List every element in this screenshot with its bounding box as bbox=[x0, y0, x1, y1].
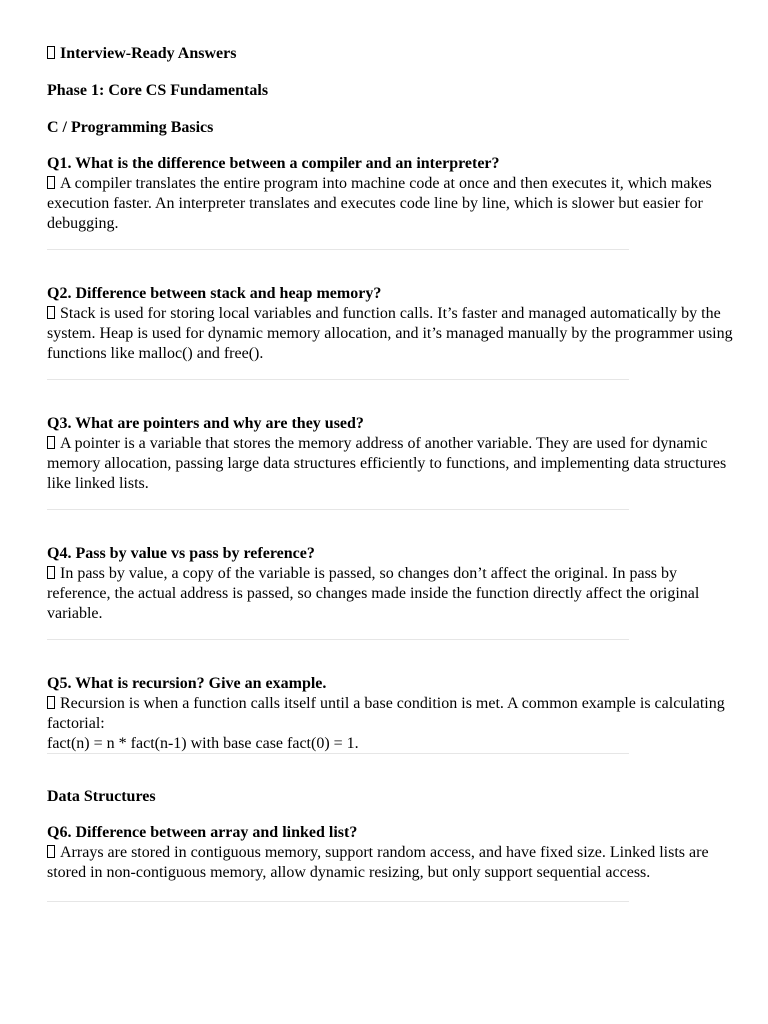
answer-6: Arrays are stored in contiguous memory, support random access, and have fixed size. Linked lists are stored in non-contiguous memory, allow dynamic resizing, but only support sequential access. bbox=[47, 844, 709, 881]
document-title: Interview-Ready Answers bbox=[47, 44, 236, 64]
answer-5: Recursion is when a function calls itself until a base condition is met. A common example is calculating factorial: bbox=[47, 695, 725, 732]
missing-glyph-icon bbox=[47, 46, 55, 59]
missing-glyph-icon bbox=[47, 306, 55, 319]
missing-glyph-icon bbox=[47, 696, 55, 709]
divider bbox=[47, 379, 629, 380]
question-4: Q4. Pass by value vs pass by reference? bbox=[47, 545, 315, 562]
section-heading-data-structures: Data Structures bbox=[47, 788, 156, 805]
question-5: Q5. What is recursion? Give an example. bbox=[47, 675, 327, 692]
missing-glyph-icon bbox=[47, 436, 55, 449]
divider bbox=[47, 901, 629, 902]
answer-4: In pass by value, a copy of the variable is passed, so changes don’t affect the original. In pass by reference, the actual address is passed, so changes made inside the function directly affect the original variable. bbox=[47, 565, 700, 622]
divider bbox=[47, 509, 629, 510]
answer-1: A compiler translates the entire program into machine code at once and then executes it, which makes execution faster. An interpreter translates and executes code line by line, which is slower but easier for debugging. bbox=[47, 175, 712, 232]
question-3: Q3. What are pointers and why are they used? bbox=[47, 415, 364, 432]
phase-heading: Phase 1: Core CS Fundamentals bbox=[47, 82, 269, 99]
divider bbox=[47, 639, 629, 640]
answer-2: Stack is used for storing local variables and function calls. It’s faster and managed automatically by the system. Heap is used for dynamic memory allocation, and it’s managed manually by the programmer using functions like malloc() and free(). bbox=[47, 305, 733, 362]
answer-5-example: fact(n) = n * fact(n-1) with base case fact(0) = 1. bbox=[47, 735, 359, 752]
divider bbox=[47, 753, 629, 754]
question-6: Q6. Difference between array and linked list? bbox=[47, 824, 358, 841]
section-heading-c: C / Programming Basics bbox=[47, 119, 214, 136]
missing-glyph-icon bbox=[47, 845, 55, 858]
question-1: Q1. What is the difference between a compiler and an interpreter? bbox=[47, 155, 500, 172]
question-2: Q2. Difference between stack and heap memory? bbox=[47, 285, 382, 302]
answer-3: A pointer is a variable that stores the memory address of another variable. They are used for dynamic memory allocation, passing large data structures efficiently to functions, and implementing data structures like linked lists. bbox=[47, 435, 727, 492]
missing-glyph-icon bbox=[47, 176, 55, 189]
missing-glyph-icon bbox=[47, 566, 55, 579]
divider bbox=[47, 249, 629, 250]
